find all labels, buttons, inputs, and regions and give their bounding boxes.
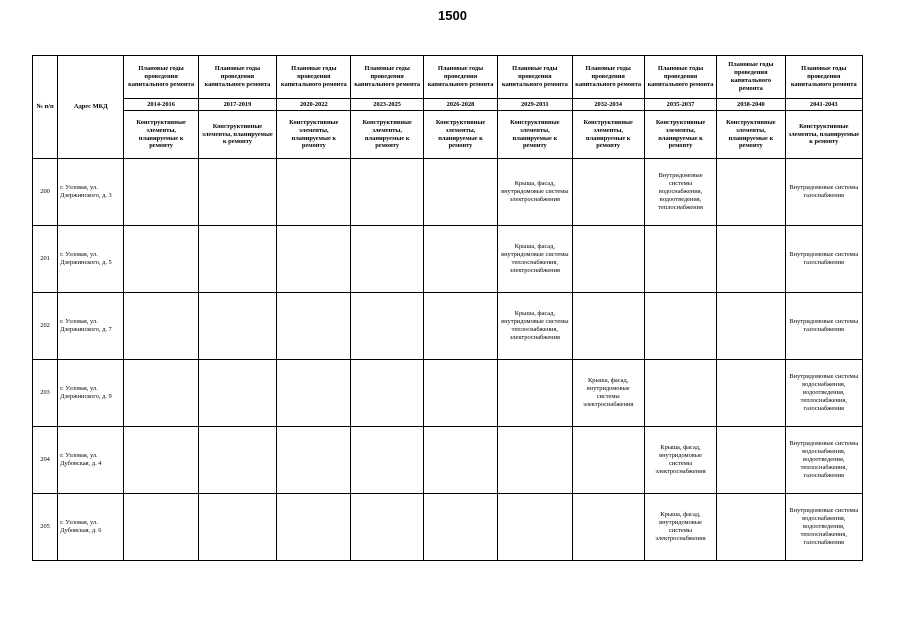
table-row	[33, 159, 863, 226]
repair-cell-2029-2031	[498, 427, 572, 494]
period-header: Плановые годы проведения капитального ремонта	[785, 56, 862, 99]
table-body	[33, 159, 863, 561]
period-header: Плановые годы проведения капитального ремонта	[644, 56, 716, 99]
period-header: Плановые годы проведения капитального ремонта	[717, 56, 785, 99]
repair-cell-2029-2031: Крыша, фасад, внутридомовые системы электроснабжения	[498, 159, 572, 226]
repair-cell-2038-2040	[717, 293, 785, 360]
repair-cell-2020-2022	[277, 360, 351, 427]
years-header-2038-2040: 2038-2040	[717, 99, 785, 111]
repair-cell-2032-2034	[572, 494, 644, 561]
repair-cell-2026-2028	[423, 427, 497, 494]
address-header: Адрес МКД	[58, 56, 124, 159]
table-row	[33, 494, 863, 561]
repair-cell-2026-2028	[423, 226, 497, 293]
years-header-2029-2031: 2029-2031	[498, 99, 572, 111]
repair-cell-2017-2019	[198, 159, 276, 226]
period-header: Плановые годы проведения капитального ремонта	[198, 56, 276, 99]
years-header-2020-2022: 2020-2022	[277, 99, 351, 111]
repair-cell-2026-2028	[423, 159, 497, 226]
repair-cell-2017-2019	[198, 293, 276, 360]
elements-header: Конструктивные элементы, планируемые к ремонту	[277, 111, 351, 159]
elements-header: Конструктивные элементы, планируемые к ремонту	[423, 111, 497, 159]
years-header-2023-2025: 2023-2025	[351, 99, 423, 111]
repair-cell-2041-2043: Внутридомовые системы водоснабжения, водоотведения, теплоснабжения, газоснабжения	[785, 427, 862, 494]
repair-cell-2038-2040	[717, 494, 785, 561]
repair-cell-2020-2022	[277, 226, 351, 293]
repair-cell-2032-2034	[572, 159, 644, 226]
table-row	[33, 293, 863, 360]
repair-cell-2014-2016	[124, 226, 198, 293]
row-number: 200	[33, 159, 58, 226]
page-number: 1500	[438, 8, 467, 23]
elements-header: Конструктивные элементы, планируемые к ремонту	[498, 111, 572, 159]
years-header-2014-2016: 2014-2016	[124, 99, 198, 111]
num-header: № п/п	[33, 56, 58, 159]
repair-cell-2032-2034	[572, 226, 644, 293]
repair-cell-2029-2031	[498, 494, 572, 561]
repair-cell-2026-2028	[423, 494, 497, 561]
repair-cell-2035-2037: Крыша, фасад, внутридомовые системы электроснабжения	[644, 427, 716, 494]
repair-cell-2023-2025	[351, 293, 423, 360]
repair-cell-2035-2037	[644, 226, 716, 293]
repair-cell-2023-2025	[351, 159, 423, 226]
repair-cell-2032-2034	[572, 293, 644, 360]
row-address: г. Узловая, ул. Дзержинского, д. 7	[58, 293, 124, 360]
repair-cell-2029-2031: Крыша, фасад, внутридомовые системы теплоснабжения, электроснабжения	[498, 226, 572, 293]
table-row	[33, 226, 863, 293]
repair-cell-2017-2019	[198, 226, 276, 293]
repair-cell-2020-2022	[277, 159, 351, 226]
repair-cell-2041-2043: Внутридомовые системы водоснабжения, водоотведения, теплоснабжения, газоснабжения	[785, 360, 862, 427]
repair-cell-2035-2037: Внутридомовые системы водоснабжения, водоотведения, теплоснабжения	[644, 159, 716, 226]
elements-header: Конструктивные элементы, планируемые к ремонту	[785, 111, 862, 159]
row-address: г. Узловая, ул. Дзержинского, д. 9	[58, 360, 124, 427]
repair-cell-2035-2037	[644, 360, 716, 427]
years-header-2032-2034: 2032-2034	[572, 99, 644, 111]
table-header	[33, 56, 863, 159]
repair-cell-2014-2016	[124, 427, 198, 494]
row-address: г. Узловая, ул. Дубовская, д. 4	[58, 427, 124, 494]
elements-header: Конструктивные элементы, планируемые к ремонту	[572, 111, 644, 159]
capital-repair-table	[32, 55, 863, 561]
repair-cell-2038-2040	[717, 427, 785, 494]
row-address: г. Узловая, ул. Дзержинского, д. 5	[58, 226, 124, 293]
row-address: г. Узловая, ул. Дубовская, д. 6	[58, 494, 124, 561]
years-header-2026-2028: 2026-2028	[423, 99, 497, 111]
period-header: Плановые годы проведения капитального ремонта	[351, 56, 423, 99]
elements-header: Конструктивные элементы, планируемые к ремонту	[124, 111, 198, 159]
period-header: Плановые годы проведения капитального ремонта	[277, 56, 351, 99]
repair-cell-2032-2034	[572, 427, 644, 494]
repair-cell-2035-2037	[644, 293, 716, 360]
repair-cell-2026-2028	[423, 360, 497, 427]
repair-cell-2017-2019	[198, 494, 276, 561]
row-address: г. Узловая, ул. Дзержинского, д. 3	[58, 159, 124, 226]
years-header-2035-2037: 2035-2037	[644, 99, 716, 111]
period-header: Плановые годы проведения капитального ремонта	[498, 56, 572, 99]
repair-cell-2023-2025	[351, 427, 423, 494]
repair-cell-2014-2016	[124, 159, 198, 226]
years-header-2017-2019: 2017-2019	[198, 99, 276, 111]
repair-cell-2017-2019	[198, 360, 276, 427]
repair-cell-2035-2037: Крыша, фасад, внутридомовые системы электроснабжения	[644, 494, 716, 561]
repair-cell-2038-2040	[717, 159, 785, 226]
repair-cell-2014-2016	[124, 360, 198, 427]
repair-cell-2026-2028	[423, 293, 497, 360]
period-header: Плановые годы проведения капитального ремонта	[124, 56, 198, 99]
period-header: Плановые годы проведения капитального ремонта	[423, 56, 497, 99]
repair-cell-2041-2043: Внутридомовые системы водоснабжения, водоотведения, теплоснабжения, газоснабжения	[785, 494, 862, 561]
repair-cell-2014-2016	[124, 494, 198, 561]
repair-cell-2038-2040	[717, 360, 785, 427]
repair-cell-2023-2025	[351, 494, 423, 561]
table-row	[33, 360, 863, 427]
row-number: 204	[33, 427, 58, 494]
row-number: 205	[33, 494, 58, 561]
years-header-2041-2043: 2041-2043	[785, 99, 862, 111]
repair-cell-2020-2022	[277, 427, 351, 494]
repair-cell-2032-2034: Крыша, фасад, внутридомовые системы электроснабжения	[572, 360, 644, 427]
row-number: 203	[33, 360, 58, 427]
repair-cell-2014-2016	[124, 293, 198, 360]
row-number: 201	[33, 226, 58, 293]
repair-cell-2029-2031: Крыша, фасад, внутридомовые системы теплоснабжения, электроснабжения	[498, 293, 572, 360]
repair-cell-2017-2019	[198, 427, 276, 494]
repair-cell-2041-2043: Внутридомовые системы газоснабжения	[785, 226, 862, 293]
elements-header: Конструктивные элементы, планируемые к ремонту	[198, 111, 276, 159]
repair-cell-2023-2025	[351, 226, 423, 293]
repair-cell-2041-2043: Внутридомовые системы газоснабжения	[785, 293, 862, 360]
repair-cell-2041-2043: Внутридомовые системы газоснабжения	[785, 159, 862, 226]
table-row	[33, 427, 863, 494]
period-header: Плановые годы проведения капитального ремонта	[572, 56, 644, 99]
repair-cell-2029-2031	[498, 360, 572, 427]
elements-header: Конструктивные элементы, планируемые к ремонту	[644, 111, 716, 159]
elements-header: Конструктивные элементы, планируемые к ремонту	[717, 111, 785, 159]
repair-cell-2020-2022	[277, 293, 351, 360]
repair-cell-2020-2022	[277, 494, 351, 561]
elements-header: Конструктивные элементы, планируемые к ремонту	[351, 111, 423, 159]
row-number: 202	[33, 293, 58, 360]
repair-cell-2038-2040	[717, 226, 785, 293]
repair-cell-2023-2025	[351, 360, 423, 427]
